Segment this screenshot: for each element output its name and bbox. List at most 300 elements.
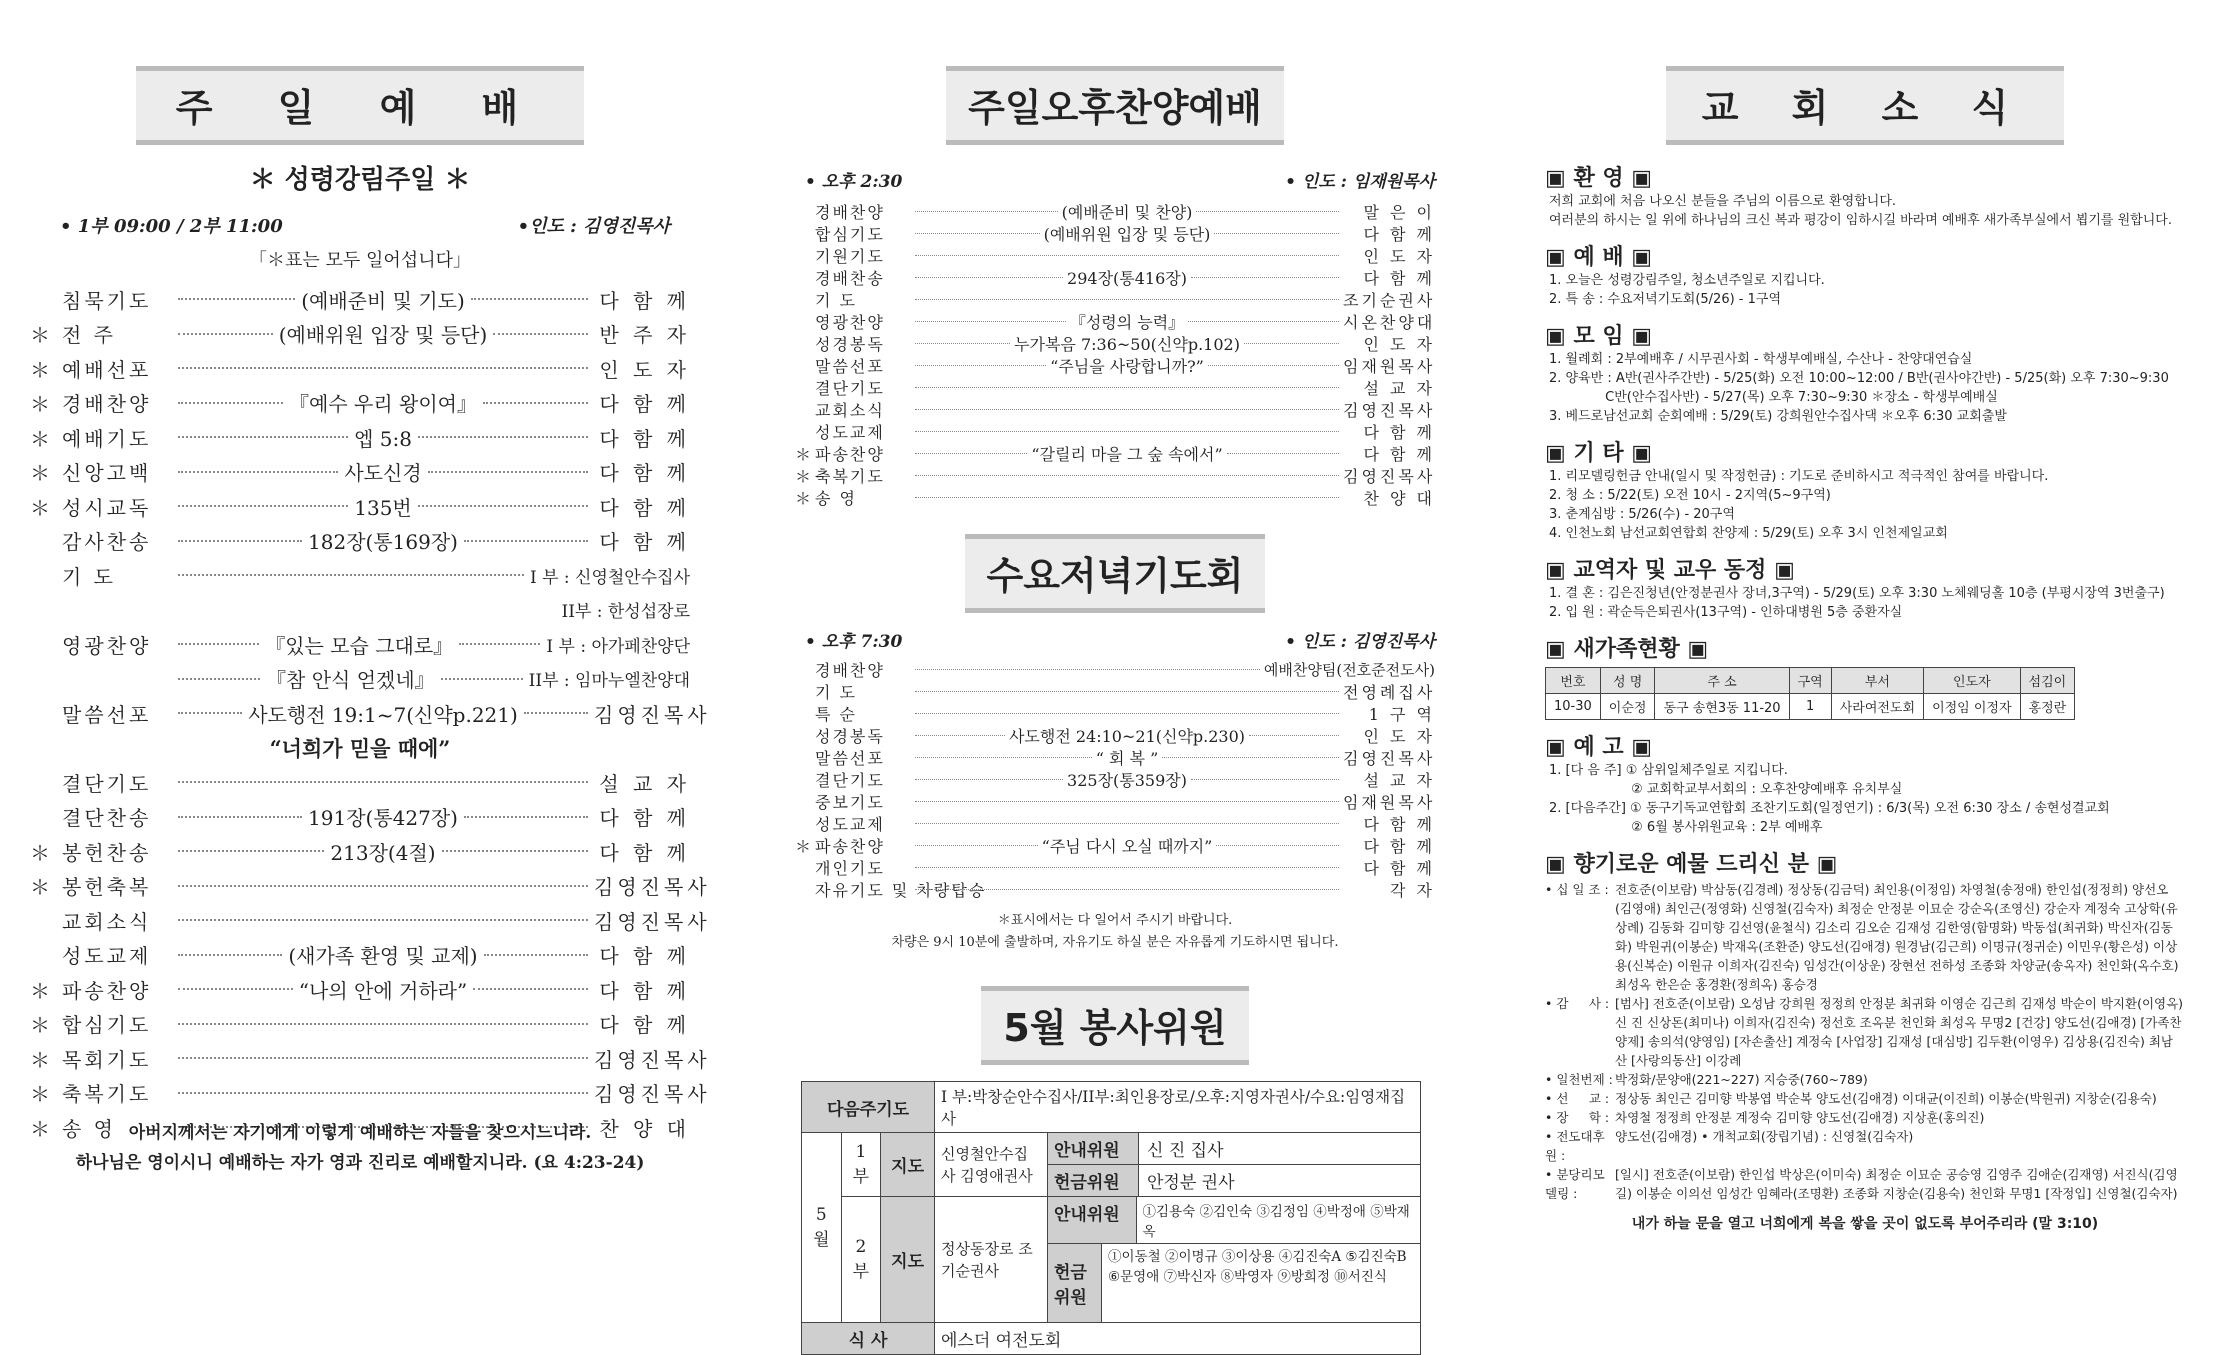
- stand-mark: ＊: [30, 1082, 50, 1107]
- order-label: 기원기도: [815, 246, 885, 266]
- stand-mark: ＊: [30, 840, 50, 865]
- stand-mark: ＊: [30, 495, 50, 520]
- dot-leader: [915, 475, 1339, 476]
- stand-mark: ＊: [30, 357, 50, 382]
- order-person: 김영진목사: [1343, 400, 1436, 420]
- order-content: 누가복음 7:36~50(신약p.102): [1014, 334, 1240, 354]
- stand-mark: ＊: [30, 392, 50, 417]
- part1-guide-row: [1048, 1133, 1420, 1164]
- offering-names: [일시] 전호준(이보람) 한인섭 박상은(이미숙) 최정순 이묘순 공승영 김영주 김애순(김재영) 서진식(김영길) 이봉순 이의선 임성간 임혜라(조명환) 조종화 지창순(김용숙) 천인화 무명1 [작정입] 신영철(김숙자): [1615, 1167, 2178, 1201]
- sunday-worship-title-wrap: [30, 66, 690, 145]
- part1-cell: 1부: [841, 1133, 881, 1197]
- stand-mark: ＊: [30, 1047, 50, 1072]
- order-label: 예배기도: [62, 426, 152, 451]
- order-row: [795, 420, 1435, 442]
- news-line: ② 6월 봉사위원교육 : 2부 예배후: [1549, 820, 1823, 835]
- dot-leader: [178, 402, 283, 404]
- order-label: 성경봉독: [815, 334, 885, 354]
- order-content: (새가족 환영 및 교제): [288, 944, 478, 969]
- order-person: 찬 양 대: [1363, 488, 1435, 508]
- afternoon-title-wrap: [795, 66, 1435, 145]
- order-label: 송 영: [62, 1116, 116, 1141]
- order-row: [30, 765, 690, 800]
- order-label: 기 도: [815, 682, 857, 702]
- dot-leader: [418, 436, 588, 438]
- dot-leader: [1208, 365, 1339, 366]
- order-person: 다 함 께: [599, 461, 690, 486]
- order-row: [30, 420, 690, 455]
- order-person: 김영진목사: [594, 702, 711, 727]
- new-family-table: [1545, 667, 2075, 720]
- dot-leader: [915, 233, 1040, 234]
- order-person: 말 은 이: [1363, 202, 1436, 222]
- offering-row: [1545, 1089, 2185, 1108]
- dot-leader: [915, 757, 1092, 758]
- order-content: 213장(4절): [330, 840, 436, 865]
- dot-leader: [464, 540, 588, 542]
- order-label: 성도교제: [815, 422, 885, 442]
- order-content: 사도행전 19:1~7(신약p.221): [248, 702, 518, 727]
- wednesday-meta: [805, 627, 1435, 652]
- news-line: 1. 결 혼 : 김은진청년(안정분권사 장녀,3구역) - 5/29(토) 오후 3:30 노체웨딩홀 10층 (부평시장역 3번출구): [1549, 586, 2165, 601]
- news-line: 2. 청 소 : 5/22(토) 오전 10시 - 2지역(5~9구역): [1549, 488, 1831, 503]
- order-label: 전 주: [62, 323, 116, 348]
- dot-leader: [464, 816, 588, 818]
- dot-leader: [178, 988, 293, 990]
- order-content: 135번: [354, 495, 412, 520]
- dot-leader: [1191, 277, 1339, 278]
- part1-guide-header: 안내위원: [1048, 1133, 1139, 1164]
- part2-guide-value: ①김용숙 ②김인숙 ③김정임 ④박정애 ⑤박재옥: [1142, 1204, 1410, 1240]
- order-person: 반 주 자: [599, 323, 690, 348]
- church-news-column: [1545, 0, 2185, 1240]
- order-person: 다 함 께: [599, 840, 690, 865]
- stand-note: 「＊표는 모두 일어섭니다」: [249, 250, 471, 271]
- dot-leader: [459, 643, 540, 645]
- order-label: 봉헌찬송: [62, 840, 152, 865]
- dot-leader: [178, 1023, 588, 1025]
- order-person: 다 함 께: [599, 495, 690, 520]
- order-row: [30, 489, 690, 524]
- notice-heading: ▣ 예 고 ▣: [1545, 735, 1653, 760]
- order-person: 다 함 께: [1363, 224, 1436, 244]
- offering-category: • 분당리모델링 :: [1545, 1167, 1605, 1201]
- order-row: [30, 558, 690, 593]
- volunteers-table: [801, 1081, 1421, 1355]
- order-row: [30, 627, 690, 662]
- stand-mark: ＊: [795, 466, 812, 486]
- order-person: 다 함 께: [1363, 444, 1436, 464]
- order-row: [795, 768, 1435, 790]
- order-person: 김영진목사: [594, 875, 711, 900]
- order-person: 설 교 자: [599, 771, 690, 796]
- order-person: 다 함 께: [599, 978, 690, 1003]
- news-line: 여러분의 하시는 일 위에 하나님의 크신 복과 평강이 임하시길 바라며 예배후 새가족부실에서 뵙기를 원합니다.: [1549, 213, 2172, 228]
- dot-leader: [915, 343, 1010, 344]
- order-row: [30, 834, 690, 869]
- order-person: 임재원목사: [1343, 356, 1436, 376]
- order-row: [795, 266, 1435, 288]
- offering-row: [1545, 880, 2185, 994]
- order-row: [795, 464, 1435, 486]
- dot-leader: [915, 691, 1339, 692]
- part2-offering-cell: [1048, 1244, 1421, 1323]
- order-person: I 부 : 신영철안수집사: [529, 567, 690, 588]
- order-content: “ 회 복 ”: [1095, 748, 1159, 768]
- dot-leader: [178, 540, 302, 542]
- news-line: 2. 양육반 : A반(권사주간반) - 5/25(화) 오전 10:00~12:00 / B반(권사야간반) - 5/25(화) 오후 7:30~9:30: [1549, 371, 2169, 386]
- dot-leader: [915, 277, 1063, 278]
- order-content: “나의 안에 거하라”: [298, 978, 468, 1003]
- order-person: 다 함 께: [1363, 836, 1436, 856]
- order-row: [795, 746, 1435, 768]
- order-row: [30, 938, 690, 973]
- dot-leader: [1196, 211, 1339, 212]
- afternoon-order-list: [795, 200, 1435, 508]
- order-row: [795, 878, 1435, 900]
- dot-leader: [1244, 343, 1339, 344]
- part1-guide-value: 신 진 집사: [1147, 1141, 1224, 1161]
- part2-guide-row: [1048, 1197, 1420, 1243]
- order-label: 자유기도 및 차량탑승: [815, 880, 987, 900]
- order-person: 인 도 자: [1363, 334, 1435, 354]
- sunday-footer: [30, 1118, 690, 1178]
- stand-mark: ＊: [795, 488, 812, 508]
- order-label: 말씀선포: [815, 748, 885, 768]
- dot-leader: [915, 321, 1066, 322]
- wednesday-time: • 오후 7:30: [805, 632, 903, 652]
- order-row: [30, 696, 711, 731]
- part2-prayer-header: 지도: [881, 1197, 935, 1323]
- order-label: 개인기도: [815, 858, 885, 878]
- etc-heading: ▣ 기 타 ▣: [1545, 441, 1653, 466]
- table-header-cell: 인도자: [1924, 668, 2020, 694]
- dot-leader: [915, 211, 1058, 212]
- order-row: [795, 812, 1435, 834]
- order-person: 다 함 께: [599, 530, 691, 555]
- order-label: 성도교제: [815, 814, 885, 834]
- part2-guide-cell: [1048, 1197, 1421, 1244]
- dot-leader: [178, 471, 338, 473]
- dot-leader: [915, 453, 1027, 454]
- offering-names: 정상동 최인근 김미향 박봉엽 박순복 양도선(김애경) 이대균(이진희) 이봉순(박원귀) 지창순(김용숙): [1615, 1091, 2157, 1106]
- dot-leader: [915, 299, 1339, 300]
- order-label: 목회기도: [62, 1047, 152, 1072]
- afternoon-worship-title: 주일오후찬양예배: [946, 66, 1284, 145]
- dot-leader: [178, 333, 273, 335]
- dot-leader: [428, 471, 588, 473]
- order-row: [30, 1007, 690, 1042]
- order-person: 다 함 께: [1363, 422, 1435, 442]
- dot-leader: [493, 333, 588, 335]
- sunday-order-list: [30, 282, 711, 731]
- order-label: 합심기도: [815, 224, 885, 244]
- dot-leader: [524, 712, 588, 714]
- order-content: 사도신경: [344, 461, 422, 486]
- order-person: 설 교 자: [1363, 378, 1435, 398]
- order-person: 다 함 께: [599, 944, 690, 969]
- welcome-heading: ▣ 환 영 ▣: [1545, 166, 1653, 191]
- next-prayer-value: I 부:박창순안수집사/II부:최인용장로/오후:지영자권사/수요:임영재집사: [935, 1082, 1421, 1133]
- offering-row: [1545, 1070, 2185, 1089]
- offering-names: [범사] 전호준(이보람) 오성남 강희원 정정희 안정분 최귀화 이영순 김근희 김재성 박순이 박지환(이영옥) 신 진 신상돈(최미나) 이희자(김진숙) 정선호 조옥분 천인화 최성옥 무명2 [건강] 양도선(김애경) [가족찬양제] 송의석(양영임) [자손출산] 계정숙 [사업장] 김재성 [대심방] 김두환(이영우) 김상용(김진숙) 최남산 [사랑의동산] 이강례: [1615, 996, 2184, 1068]
- meal-header: 식 사: [802, 1323, 935, 1355]
- dot-leader: [178, 1092, 588, 1094]
- news-title-wrap: [1545, 66, 2185, 145]
- sunday-sermon-title: “너희가 믿을 때에”: [269, 735, 451, 761]
- stand-mark: ＊: [30, 1116, 50, 1141]
- dot-leader: [915, 255, 1339, 256]
- order-person: 시온찬양대: [1343, 312, 1436, 332]
- order-content: 사도행전 24:10~21(신약p.230): [1008, 726, 1246, 746]
- order-label: 성시교독: [62, 495, 152, 520]
- next-prayer-header: 다음주기도: [802, 1082, 935, 1133]
- order-row: [795, 658, 1435, 680]
- volunteers-title: 5월 봉사위원: [981, 986, 1248, 1065]
- news-line: 1. [다 음 주] ① 삼위일체주일로 지킵니다.: [1549, 763, 1788, 778]
- order-person: 각 자: [1390, 880, 1435, 900]
- order-row: [795, 790, 1435, 812]
- offering-names: 차영철 정정희 안정분 계정숙 김미향 양도선(김애경) 지상훈(홍의진): [1615, 1110, 1985, 1125]
- news-line: 3. 베드로남선교회 순회예배 : 5/29(토) 강희원안수집사댁 ＊오후 6:30 교회출발: [1549, 409, 2007, 424]
- dot-leader: [915, 409, 1339, 410]
- table-cell: 동구 송현3동 11-20: [1655, 694, 1789, 720]
- order-row: [795, 244, 1435, 266]
- dot-leader: [442, 850, 588, 852]
- part1-offering-row: [1048, 1165, 1420, 1196]
- order-person: 김영진목사: [594, 909, 711, 934]
- order-row: [795, 486, 1435, 508]
- order-content: 191장(통427장): [308, 806, 458, 831]
- dot-leader: [915, 497, 1339, 498]
- order-row: [30, 662, 690, 697]
- part2-offering-header: 헌금위원: [1048, 1244, 1102, 1322]
- news-line: 2. 특 송 : 수요저녁기도회(5/26) - 1구역: [1549, 292, 1782, 307]
- order-label: 말씀선포: [62, 702, 152, 727]
- order-label: 중보기도: [815, 792, 885, 812]
- order-row: [30, 972, 690, 1007]
- order-person: 김영진목사: [1343, 748, 1436, 768]
- order-person: II부 : 한성섭장로: [561, 602, 690, 623]
- stand-mark: ＊: [795, 836, 812, 856]
- dot-leader: [178, 643, 259, 645]
- order-row: [795, 834, 1435, 856]
- wednesday-title-wrap: [795, 534, 1435, 613]
- dot-leader: [418, 505, 588, 507]
- order-content: 182장(통169장): [308, 530, 458, 555]
- table-cell: 이정임 이정자: [1924, 694, 2020, 720]
- afternoon-meta: [805, 167, 1435, 192]
- offering-category: • 장 학 :: [1545, 1110, 1610, 1125]
- sunday-meta: [60, 212, 670, 238]
- table-cell: 이순정: [1600, 694, 1655, 720]
- order-row: [30, 282, 690, 317]
- news-line: 4. 인천노회 남선교회연합회 찬양제 : 5/29(토) 오후 3시 인천제일교회: [1549, 526, 1948, 541]
- dot-leader: [915, 365, 1046, 366]
- dot-leader: [483, 402, 588, 404]
- part1-names-text: 신영철안수집사 김영애권사: [941, 1144, 1033, 1185]
- dot-leader: [915, 801, 1339, 802]
- order-person: I 부 : 아가페찬양단: [546, 636, 691, 657]
- order-label: 영광찬양: [815, 312, 885, 332]
- afternoon-time: • 오후 2:30: [805, 172, 903, 192]
- sunday-time: • 1부 09:00 / 2부 11:00: [60, 216, 283, 237]
- order-person: 설 교 자: [1363, 770, 1435, 790]
- afternoon-worship-column: [795, 0, 1436, 1351]
- order-row: [795, 376, 1435, 398]
- afternoon-leader: • 인도 : 임재원목사: [1285, 172, 1435, 192]
- dot-leader: [178, 712, 242, 714]
- stand-mark: ＊: [795, 444, 812, 464]
- dot-leader: [178, 436, 348, 438]
- order-label: 파송찬양: [62, 978, 152, 1003]
- order-person: 인 도 자: [599, 357, 690, 382]
- news-line: 1. 월례회 : 2부예배후 / 시무권사회 - 학생부예배실, 수산나 - 찬양대연습실: [1549, 352, 1973, 367]
- offering-row: [1545, 1165, 2185, 1203]
- order-label: 송 영: [815, 488, 857, 508]
- order-content: 294장(통416장): [1067, 268, 1187, 288]
- news-line: 2. [다음주간] ① 동구기독교연합회 조찬기도회(일정연기) : 6/3(목) 오전 6:30 장소 / 송현성결교회: [1549, 801, 2110, 816]
- wednesday-note-2: 차량은 9시 10분에 출발하며, 자유기도 하실 분은 자유롭게 기도하시면 됩니다.: [891, 935, 1339, 950]
- dot-leader: [1162, 757, 1339, 758]
- stand-mark: ＊: [30, 323, 50, 348]
- month-cell: 5월: [802, 1133, 842, 1323]
- table-header-cell: 주 소: [1655, 668, 1789, 694]
- table-row: [1546, 694, 2075, 720]
- order-label: 파송찬양: [815, 444, 885, 464]
- order-label: 결단기도: [815, 378, 885, 398]
- notice-text: [1549, 761, 2185, 837]
- order-content: 『성령의 능력』: [1069, 312, 1185, 332]
- news-line: 1. 리모델링헌금 안내(일시 및 작정헌금) : 기도로 준비하시고 적극적인 참여를 바랍니다.: [1549, 469, 2049, 484]
- order-row: [30, 800, 690, 835]
- part1-prayer-header: 지도: [881, 1133, 935, 1197]
- order-label: 경배찬양: [815, 202, 885, 222]
- worship-text: [1549, 271, 2185, 309]
- table-cell: 홍정란: [2020, 694, 2075, 720]
- order-content: 325장(통359장): [1067, 770, 1187, 790]
- order-row: [30, 903, 711, 938]
- order-content: 『있는 모습 그대로』: [265, 633, 454, 658]
- dot-leader: [1191, 779, 1339, 780]
- new-family-heading: ▣ 새가족현황 ▣: [1545, 637, 1709, 662]
- dot-leader: [915, 669, 1260, 670]
- order-person: 다 함 께: [599, 392, 690, 417]
- order-content: (예배준비 및 기도): [301, 288, 465, 313]
- dot-leader: [915, 867, 1339, 868]
- dot-leader: [915, 713, 1339, 714]
- order-person: 다 함 께: [1363, 268, 1435, 288]
- order-person: 다 함 께: [599, 426, 690, 451]
- order-row: [30, 1041, 711, 1076]
- dot-leader: [178, 678, 260, 680]
- part1-guide-cell: [1048, 1133, 1421, 1165]
- order-label: 성도교제: [62, 944, 152, 969]
- stand-mark: ＊: [30, 461, 50, 486]
- order-label: 봉헌축복: [62, 875, 152, 900]
- wednesday-notes: [795, 910, 1435, 954]
- order-row: [30, 317, 690, 352]
- order-row: [30, 593, 690, 628]
- part2-offering-row: [1048, 1244, 1420, 1322]
- order-row: [795, 442, 1435, 464]
- order-person: 조기순권사: [1343, 290, 1436, 310]
- order-label: 예배선포: [62, 357, 152, 382]
- order-label: 감사찬송: [62, 530, 152, 555]
- meeting-heading: ▣ 모 임 ▣: [1545, 324, 1653, 349]
- order-person: 김영진목사: [594, 1082, 711, 1107]
- order-person: 인 도 자: [1363, 726, 1435, 746]
- stand-mark: ＊: [30, 978, 50, 1003]
- order-content: (예배준비 및 찬양): [1061, 202, 1193, 222]
- part2-offering-value: ①이동철 ②이명규 ③이상용 ④김진숙A ⑤김진숙B ⑥문영애 ⑦박신자 ⑧박영자 ⑨방희정 ⑩서진식: [1108, 1249, 1407, 1285]
- order-label: 특 순: [815, 704, 857, 724]
- offering-row: [1545, 994, 2185, 1070]
- offering-names: 양도선(김애경) • 개척교회(장립기념) : 신영철(김숙자): [1615, 1129, 1914, 1144]
- order-content: 『참 안식 얻겠네』: [266, 668, 435, 693]
- dot-leader: [178, 919, 588, 921]
- table-header-cell: 부서: [1831, 668, 1923, 694]
- order-row: [795, 222, 1435, 244]
- table-header-row: [1546, 668, 2075, 694]
- part2-names: [935, 1197, 1048, 1323]
- news-footer-verse: 내가 하늘 문을 열고 너희에게 복을 쌓을 곳이 없도록 부어주리라 (말 3:10): [1631, 1216, 2099, 1232]
- dot-leader: [178, 781, 588, 783]
- wednesday-leader: • 인도 : 김영진목사: [1285, 632, 1435, 652]
- staff-text: [1549, 584, 2185, 622]
- dot-leader: [1249, 735, 1339, 736]
- order-row: [795, 310, 1435, 332]
- order-row: [30, 455, 690, 490]
- order-content: 『예수 우리 왕이여』: [289, 392, 477, 417]
- order-content: 엡 5:8: [354, 426, 412, 451]
- order-person: 김영진목사: [1343, 466, 1436, 486]
- order-label: 기 도: [62, 564, 116, 589]
- table-header-cell: 번호: [1546, 668, 1601, 694]
- offering-names: 전호준(이보람) 박삼동(김경례) 정상동(김금덕) 최인용(이정임) 차영철(송정애) 한인섭(정정희) 양선오(김영애) 최인근(정영화) 신영철(김숙자) 최정순 안정분 이묘순 강순옥(조영신) 강순자 계정숙 고상학(유상례) 김동화 김미향 김선영(윤철식) 김소리 김오순 김재성 김한영(함명화) 박동섭(최귀화) 박신자(김동화) 박원귀(이봉순) 박재옥(조환준) 양도선(김애경) 원경남(김근희) 이명규(정귀순) 이민우(황은성) 이상용(신복순) 이원규 이희자(김진숙) 임성간(이상운) 장현선 전하성 조종화 차양균(송옥자) 천인화(옥수호) 최성옥 한은순 홍경환(정희옥) 홍승경: [1615, 882, 2179, 992]
- order-row: [795, 354, 1435, 376]
- table-cell: 1: [1789, 694, 1831, 720]
- order-person: 다 함 께: [599, 288, 690, 313]
- offering-row: [1545, 1127, 2185, 1165]
- order-person: 다 함 께: [599, 1013, 690, 1038]
- order-row: [795, 332, 1435, 354]
- part1-offering-cell: [1048, 1165, 1421, 1197]
- sunday-subtitle: ＊ 성령강림주일 ＊: [249, 165, 471, 195]
- order-label: 교회소식: [815, 400, 885, 420]
- news-line: 3. 춘계심방 : 5/26(수) - 20구역: [1549, 507, 1735, 522]
- offering-category: • 선 교 :: [1545, 1091, 1610, 1106]
- footer-verse-2: 하나님은 영이시니 예배하는 자가 영과 진리로 예배할지니라. (요 4:23-24): [75, 1153, 645, 1173]
- dot-leader: [484, 954, 588, 956]
- dot-leader: [1214, 233, 1339, 234]
- sunday-worship-title: 주 일 예 배: [136, 66, 585, 145]
- table-header-cell: 섬김이: [2020, 668, 2075, 694]
- table-cell: 10-30: [1546, 694, 1601, 720]
- order-person: 다 함 께: [1363, 858, 1435, 878]
- sunday-order-list-2: [30, 765, 711, 1145]
- order-person: 김영진목사: [594, 1047, 711, 1072]
- meeting-text: [1549, 350, 2185, 426]
- dot-leader: [915, 845, 1038, 846]
- order-person: II부 : 임마누엘찬양대: [528, 671, 691, 692]
- offering-category: • 십 일 조 :: [1545, 882, 1609, 897]
- order-row: [30, 1076, 711, 1111]
- dot-leader: [915, 387, 1339, 388]
- order-label: 축복기도: [62, 1082, 152, 1107]
- order-person: 임재원목사: [1343, 792, 1436, 812]
- order-content: “주님을 사랑합니까?”: [1050, 356, 1204, 376]
